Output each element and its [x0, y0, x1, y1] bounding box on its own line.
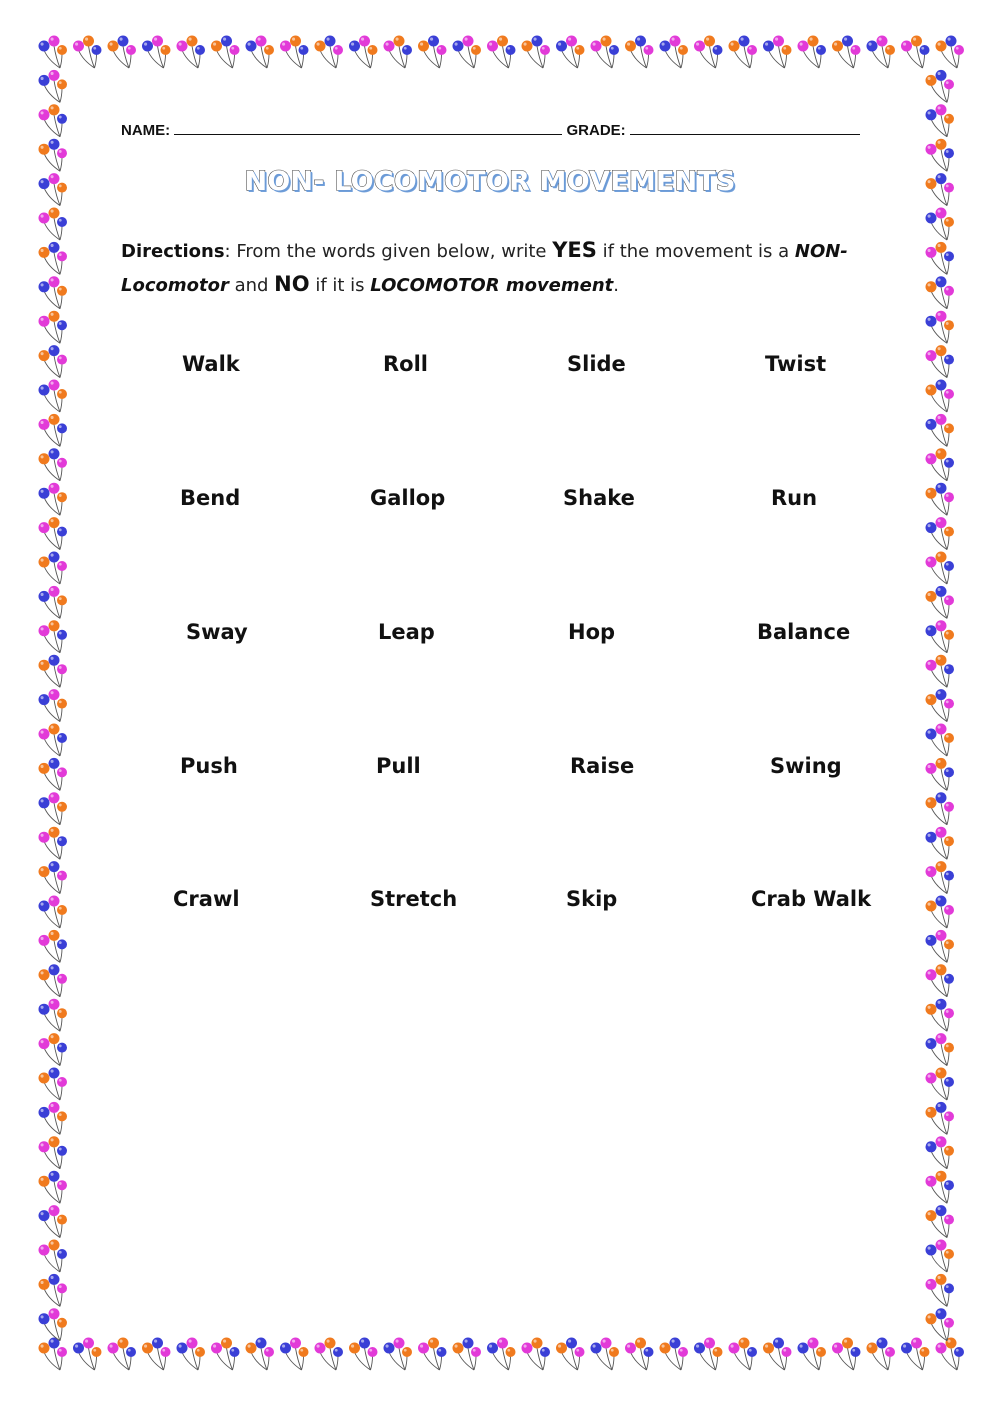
balloon-icon	[39, 964, 68, 997]
balloon-icon	[926, 380, 955, 413]
balloon-icon	[108, 36, 137, 69]
balloon-icon	[625, 36, 654, 69]
word-item: Swing	[770, 754, 842, 778]
word-item: Slide	[567, 352, 626, 376]
balloon-icon	[867, 1338, 896, 1371]
word-item: Crab Walk	[751, 887, 872, 911]
balloon-icon	[39, 689, 68, 722]
balloon-icon	[591, 1338, 620, 1371]
word-item: Sway	[186, 620, 248, 644]
balloon-icon	[142, 1338, 171, 1371]
balloon-icon	[729, 36, 758, 69]
balloon-icon	[926, 552, 955, 585]
balloon-icon	[39, 758, 68, 791]
balloon-icon	[660, 36, 689, 69]
balloon-icon	[142, 36, 171, 69]
balloon-icon	[39, 1338, 68, 1371]
balloon-icon	[660, 1338, 689, 1371]
balloon-icon	[39, 208, 68, 241]
balloon-icon	[926, 1033, 955, 1066]
balloon-icon	[39, 345, 68, 378]
balloon-icon	[729, 1338, 758, 1371]
balloon-icon	[926, 448, 955, 481]
balloon-icon	[39, 483, 68, 516]
grade-blank[interactable]	[630, 120, 860, 135]
balloon-icon	[926, 242, 955, 275]
word-item: Twist	[765, 352, 827, 376]
balloon-icon	[39, 827, 68, 860]
balloon-icon	[832, 1338, 861, 1371]
word-item: Pull	[376, 754, 421, 778]
balloon-icon	[926, 896, 955, 929]
balloon-icon	[39, 1240, 68, 1273]
balloon-icon	[39, 930, 68, 963]
balloon-icon	[901, 1338, 930, 1371]
balloon-icon	[591, 36, 620, 69]
balloon-icon	[39, 724, 68, 757]
balloon-icon	[39, 276, 68, 309]
balloon-icon	[867, 36, 896, 69]
directions: Directions: From the words given below, write YES if the movement is a NON-Locomotor and NO if it is LOCOMOTOR movement.	[121, 238, 848, 296]
balloon-icon	[384, 36, 413, 69]
balloon-icon	[39, 655, 68, 688]
balloon-icon	[926, 208, 955, 241]
balloon-icon	[798, 1338, 827, 1371]
balloon-icon	[73, 1338, 102, 1371]
balloon-icon	[926, 827, 955, 860]
balloon-icon	[798, 36, 827, 69]
balloon-icon	[211, 1338, 240, 1371]
grade-label: GRADE:	[566, 122, 626, 139]
locomotor-term: LOCOMOTOR movement	[370, 275, 614, 296]
balloon-icon	[39, 1102, 68, 1135]
balloon-icon	[556, 1338, 585, 1371]
balloon-icon	[39, 861, 68, 894]
balloon-icon	[39, 620, 68, 653]
balloon-icon	[926, 1205, 955, 1238]
balloon-icon	[39, 792, 68, 825]
balloon-icon	[39, 1136, 68, 1169]
balloon-icon	[926, 517, 955, 550]
balloon-icon	[926, 758, 955, 791]
balloon-icon	[763, 36, 792, 69]
balloon-icon	[926, 1171, 955, 1204]
no-keyword: NO	[274, 272, 310, 296]
balloon-icon	[926, 483, 955, 516]
balloon-icon	[418, 36, 447, 69]
yes-keyword: YES	[552, 238, 597, 262]
balloon-icon	[522, 1338, 551, 1371]
balloon-icon	[936, 1338, 965, 1371]
word-item: Run	[771, 486, 818, 510]
balloon-icon	[39, 1033, 68, 1066]
balloon-icon	[936, 36, 965, 69]
word-item: Roll	[383, 352, 428, 376]
word-item: Crawl	[173, 887, 240, 911]
name-grade-line	[121, 120, 881, 144]
balloon-icon	[926, 964, 955, 997]
balloon-icon	[39, 380, 68, 413]
word-item: Hop	[568, 620, 616, 644]
balloon-icon	[926, 1068, 955, 1101]
balloon-icon	[39, 999, 68, 1031]
balloon-icon	[315, 36, 344, 69]
balloon-icon	[39, 1274, 68, 1307]
balloon-icon	[39, 36, 68, 69]
page-title: NON- LOCOMOTOR MOVEMENTS	[244, 166, 736, 197]
balloon-icon	[487, 1338, 516, 1371]
balloon-icon	[39, 414, 68, 447]
balloon-icon	[926, 861, 955, 894]
balloon-icon	[39, 1308, 68, 1341]
balloon-icon	[418, 1338, 447, 1371]
balloon-icon	[926, 414, 955, 447]
balloon-icon	[556, 36, 585, 69]
balloon-icon	[39, 586, 68, 619]
balloon-icon	[280, 36, 309, 69]
balloon-icon	[39, 1068, 68, 1101]
balloon-icon	[246, 36, 275, 69]
balloon-icon	[39, 1205, 68, 1238]
balloon-icon	[926, 586, 955, 619]
balloon-icon	[926, 276, 955, 309]
balloon-icon	[39, 1171, 68, 1204]
word-item: Stretch	[370, 887, 458, 911]
balloon-icon	[39, 311, 68, 344]
balloon-icon	[39, 517, 68, 550]
balloon-icon	[73, 36, 102, 69]
balloon-icon	[926, 930, 955, 963]
balloon-icon	[39, 896, 68, 929]
balloon-icon	[453, 36, 482, 69]
balloon-icon	[926, 1240, 955, 1273]
word-item: Leap	[378, 620, 435, 644]
balloon-icon	[926, 311, 955, 344]
balloon-icon	[926, 999, 955, 1031]
balloon-icon	[315, 1338, 344, 1371]
balloon-icon	[926, 689, 955, 722]
balloon-icon	[926, 620, 955, 653]
balloon-icon	[926, 655, 955, 688]
balloon-icon	[926, 70, 955, 103]
word-item: Walk	[182, 352, 240, 376]
non-locomotor-term: NON-Locomotor	[121, 241, 848, 296]
balloon-icon	[926, 1102, 955, 1135]
word-item: Skip	[566, 887, 618, 911]
balloon-icon	[384, 1338, 413, 1371]
balloon-icon	[694, 36, 723, 69]
word-item: Raise	[570, 754, 635, 778]
balloon-icon	[177, 36, 206, 69]
word-item: Balance	[757, 620, 851, 644]
word-item: Gallop	[370, 486, 446, 510]
balloon-icon	[694, 1338, 723, 1371]
balloon-icon	[763, 1338, 792, 1371]
balloon-icon	[39, 70, 68, 103]
balloon-icon	[926, 792, 955, 825]
balloon-icon	[349, 1338, 378, 1371]
balloon-icon	[926, 345, 955, 378]
balloon-icon	[522, 36, 551, 69]
balloon-icon	[625, 1338, 654, 1371]
balloon-icon	[832, 36, 861, 69]
balloon-icon	[108, 1338, 137, 1371]
balloon-icon	[246, 1338, 275, 1371]
balloon-icon	[926, 104, 955, 137]
balloon-icon	[487, 36, 516, 69]
name-label: NAME:	[121, 122, 171, 139]
balloon-icon	[280, 1338, 309, 1371]
balloon-icon	[39, 448, 68, 481]
word-item: Shake	[563, 486, 635, 510]
balloon-icon	[211, 36, 240, 69]
balloon-icon	[926, 1308, 955, 1341]
balloon-icon	[39, 242, 68, 275]
balloon-icon	[901, 36, 930, 69]
balloon-icon	[177, 1338, 206, 1371]
balloon-icon	[926, 724, 955, 757]
balloon-icon	[349, 36, 378, 69]
balloon-icon	[926, 1274, 955, 1307]
balloon-icon	[39, 552, 68, 585]
balloon-icon	[926, 1136, 955, 1169]
name-blank[interactable]	[174, 120, 562, 135]
directions-label: Directions	[121, 241, 225, 262]
balloon-icon	[453, 1338, 482, 1371]
balloon-icon	[39, 104, 68, 137]
word-item: Push	[180, 754, 238, 778]
word-item: Bend	[180, 486, 241, 510]
